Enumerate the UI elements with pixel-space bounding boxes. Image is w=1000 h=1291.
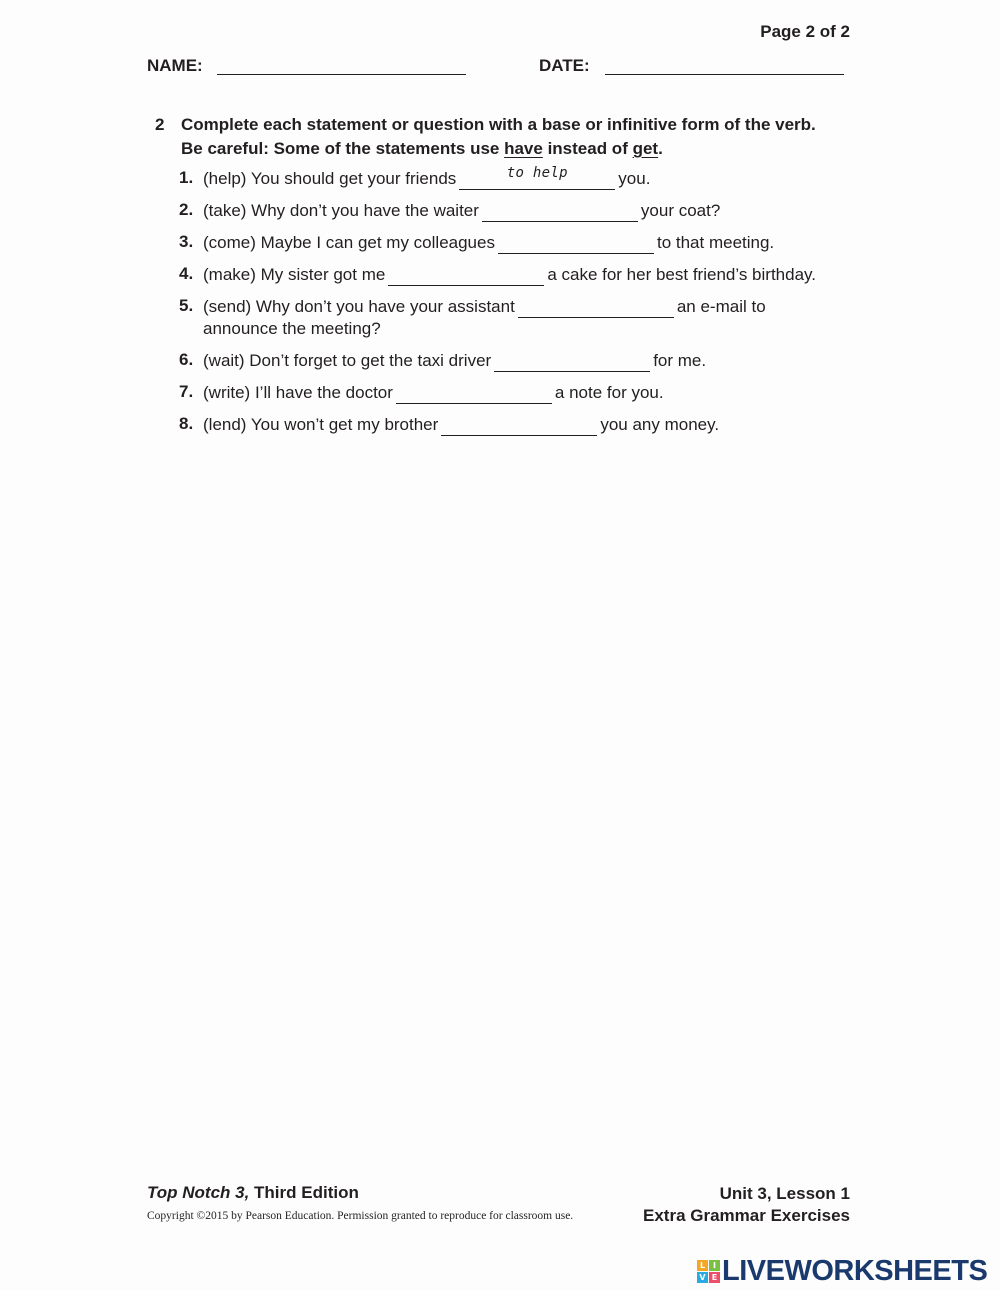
instruction-line-1: Complete each statement or question with a base or infinitive form of the verb. [181, 115, 816, 134]
copyright-notice: Copyright ©2015 by Pearson Education. Permission granted to reproduce for classroom use. [147, 1210, 574, 1222]
get-underlined: get [632, 139, 659, 158]
logo-text: LIVEWORKSHEETS [722, 1254, 988, 1287]
answer-blank[interactable] [459, 167, 615, 190]
book-edition: Third Edition [249, 1183, 359, 1202]
logo-square: E [709, 1272, 720, 1283]
liveworksheets-logo [697, 1256, 987, 1286]
name-label: NAME: [147, 56, 203, 75]
list-item: 8. (lend) You won’t get my brother you any money. [179, 414, 720, 434]
answer-blank[interactable] [396, 381, 552, 404]
page-number: Page 2 of 2 [760, 22, 850, 41]
book-title-line [147, 1183, 359, 1203]
exercise-2 [155, 113, 855, 445]
answer-blank[interactable] [518, 295, 674, 318]
item-number: 4. [179, 264, 194, 283]
item-number: 7. [179, 382, 194, 401]
item-number: 6. [179, 350, 194, 369]
list-item: 7. (write) I’ll have the doctor a note for you. [179, 382, 664, 402]
exercise-number: 2 [155, 115, 165, 134]
item-number: 5. [179, 296, 194, 315]
unit-lesson: Unit 3, Lesson 1 [719, 1184, 850, 1203]
list-item: 4. (make) My sister got me a cake for her best friend’s birthday. [179, 264, 816, 284]
name-line [217, 74, 466, 75]
exercise-instructions [155, 113, 855, 161]
list-item: 6. (wait) Don’t forget to get the taxi driver for me. [179, 350, 707, 370]
answer-blank[interactable] [498, 231, 654, 254]
item-number: 3. [179, 232, 194, 251]
book-title: Top Notch 3, [147, 1183, 250, 1202]
list-item: 2. (take) Why don’t you have the waiter your coat? [179, 200, 721, 220]
answer-blank[interactable] [482, 199, 638, 222]
list-item: 5. (send) Why don’t you have your assistant an e-mail to announce the meeting? [179, 296, 766, 338]
answer-blank[interactable] [494, 349, 650, 372]
instruction-line-2: Be careful: Some of the statements use have instead of get. [181, 139, 663, 158]
item-list [179, 167, 855, 436]
answer-blank[interactable] [388, 263, 544, 286]
answer-blank[interactable] [441, 413, 597, 436]
list-item: 1. (help) You should get your friends to help you. [179, 167, 855, 190]
section-title: Extra Grammar Exercises [643, 1206, 850, 1225]
logo-square: L [697, 1260, 708, 1271]
item-number: 2. [179, 200, 194, 219]
item-number: 1. [179, 168, 194, 187]
item-number: 8. [179, 414, 194, 433]
footer-unit-info [643, 1183, 850, 1227]
list-item: 3. (come) Maybe I can get my colleagues to that meeting. [179, 232, 775, 252]
name-date-header [147, 54, 850, 78]
logo-square: I [709, 1260, 720, 1271]
date-line [605, 74, 844, 75]
have-underlined: have [504, 139, 543, 158]
logo-squares-icon [697, 1260, 720, 1283]
date-label: DATE: [539, 56, 590, 75]
handwritten-answer: to help [506, 165, 568, 181]
logo-square: V [697, 1272, 708, 1283]
